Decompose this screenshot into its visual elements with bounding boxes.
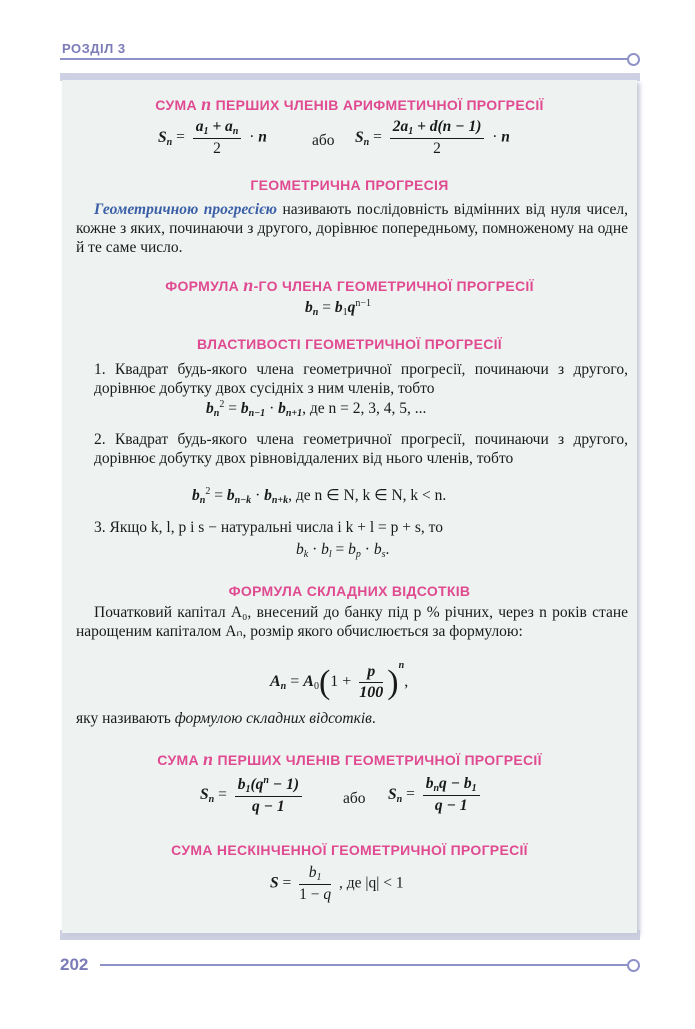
property-3-formula: $b_k \cdot b_l = b_p \cdot b_s$.	[296, 541, 390, 560]
infinite-title: СУМА НЕСКІНЧЕННОЇ ГЕОМЕТРИЧНОЇ ПРОГРЕСІЇ	[171, 842, 528, 858]
arith-sum-title: СУМА n ПЕРШИХ ЧЛЕНІВ АРИФМЕТИЧНОЇ ПРОГРЕСІЇ	[155, 94, 544, 114]
compound-text: Початковий капітал A₀, внесений до банку під p % річних, через n років стане нарощеним капіталом Aₙ, розмір якого обчислюється за формулою:	[76, 604, 628, 640]
compound-title: ФОРМУЛА СКЛАДНИХ ВІДСОТКІВ	[228, 583, 471, 599]
compound-after: яку називають формулою складних відсотків.	[76, 710, 376, 727]
geom-term: Геометричною прогресією	[94, 201, 277, 218]
property-1-formula: $b_n^2 = b_{n-1} \cdot b_{n+1}$, де n = 2, 3, 4, 5, ...	[206, 399, 427, 419]
geom-sum-title: СУМА n ПЕРШИХ ЧЛЕНІВ ГЕОМЕТРИЧНОЇ ПРОГРЕСІЇ	[157, 749, 542, 769]
property-2-formula: $b_n^2 = b_{n-k} \cdot b_{n+k}$, де n ∈ N, k ∈ N, k < n.	[192, 486, 447, 506]
compound-formula: $A_n = A_0(1$ + $\frac{p}{100}$ )$^n$,	[270, 660, 409, 701]
geom-definition	[76, 200, 628, 257]
arith-sum-formula-1: $S_n$ = $\frac{a_1 + a_n}{2}$ · n	[158, 118, 267, 157]
property-3: 3. Якщо k, l, p і s − натуральні числа і k + l = p + s, то	[94, 519, 443, 536]
header-rule-end-icon	[627, 53, 640, 66]
property-2: 2. Квадрат будь-якого члена геометричної прогресії, починаючи з другого, дорівнює добутку двох рівновіддалених від нього членів, тобто	[94, 431, 628, 467]
page-number: 202	[60, 955, 89, 974]
geom-definition-text: називають послідовність відмінних від нуля чисел, кожне з яких, починаючи з другого, дорівнює попередньому, помноженому на одне й те саме число.	[76, 201, 629, 256]
arith-sum-formula-2: $S_n$ = $\frac{2a_1 + d(n - 1)}{2}$ · n	[355, 118, 510, 157]
footer-rule-end-icon	[627, 959, 640, 972]
footer-rule	[100, 964, 628, 966]
nth-term-title: ФОРМУЛА n-ГО ЧЛЕНА ГЕОМЕТРИЧНОЇ ПРОГРЕСІЇ	[165, 275, 534, 295]
section-header: РОЗДІЛ 3	[62, 41, 126, 56]
infinite-formula: S = $\frac{b_1}{1 - q}$ , де |q| < 1	[270, 864, 404, 903]
infinite-condition: , де |q| < 1	[339, 874, 404, 892]
header-rule	[60, 58, 628, 60]
properties-title: ВЛАСТИВОСТІ ГЕОМЕТРИЧНОЇ ПРОГРЕСІЇ	[197, 336, 502, 352]
property-1: 1. Квадрат будь-якого члена геометричної прогресії, починаючи з другого, дорівнює добутку двох сусідніх з ним членів, тобто	[94, 361, 628, 397]
geom-sum-formula-2: $S_n$ = $\frac{b_nq - b_1}{q - 1}$	[388, 775, 484, 815]
arith-sum-or: або	[312, 132, 335, 149]
property-1-condition: , де n = 2, 3, 4, 5, ...	[302, 400, 427, 417]
property-2-condition: , де n ∈ N, k ∈ N, k < n.	[288, 487, 447, 504]
geom-title: ГЕОМЕТРИЧНА ПРОГРЕСІЯ	[250, 177, 449, 193]
geom-sum-or: або	[343, 790, 366, 807]
geom-sum-formula-1: $S_n$ = $\frac{b_1(q^n - 1)}{q - 1}$	[200, 775, 306, 816]
compound-term: формулою складних відсотків	[174, 710, 372, 727]
nth-term-formula: $b_n = b_1q^{n-1}$	[305, 298, 371, 318]
